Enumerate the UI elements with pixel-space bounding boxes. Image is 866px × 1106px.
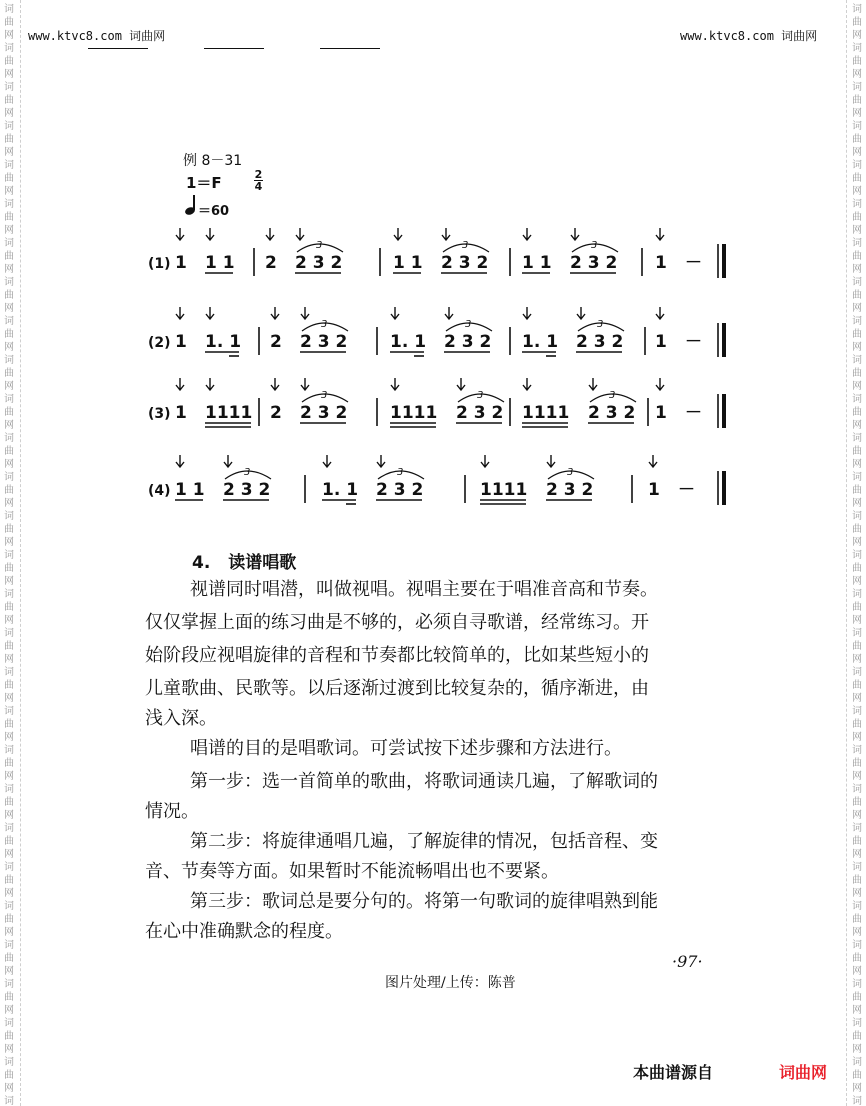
paragraph-line: 在心中准确默念的程度。 bbox=[145, 921, 343, 942]
watermark-glyph: 词 bbox=[852, 43, 862, 54]
watermark-glyph: 网 bbox=[4, 381, 14, 392]
watermark-glyph: 词 bbox=[4, 784, 14, 795]
note-group: － bbox=[678, 480, 695, 500]
watermark-glyph: 曲 bbox=[852, 446, 862, 457]
watermark-glyph: 曲 bbox=[852, 992, 862, 1003]
watermark-glyph: 网 bbox=[852, 69, 862, 80]
watermark-glyph: 曲 bbox=[4, 95, 14, 106]
beat-arrow-icon bbox=[176, 378, 184, 390]
note-group: 1 bbox=[655, 253, 667, 273]
watermark-glyph: 词 bbox=[4, 472, 14, 483]
watermark-glyph: 词 bbox=[4, 394, 14, 405]
beat-arrow-icon bbox=[296, 228, 304, 240]
watermark-glyph: 网 bbox=[852, 615, 862, 626]
note-group: 1. 1 bbox=[390, 332, 427, 352]
paragraph-line: 唱谱的目的是唱歌词。可尝试按下述步骤和方法进行。 bbox=[190, 738, 622, 759]
note-group: 2 3 2 bbox=[588, 403, 636, 423]
watermark-glyph: 曲 bbox=[4, 17, 14, 28]
watermark-glyph: 网 bbox=[4, 771, 14, 782]
header-watermark-left: www.ktvc8.com 词曲网 bbox=[28, 29, 166, 43]
beat-arrow-icon bbox=[206, 228, 214, 240]
beat-arrow-icon bbox=[577, 307, 585, 319]
beat-arrow-icon bbox=[571, 228, 579, 240]
note-group: 1 1 bbox=[175, 480, 205, 500]
watermark-glyph: 词 bbox=[852, 940, 862, 951]
watermark-glyph: 词 bbox=[852, 862, 862, 873]
watermark-glyph: 词 bbox=[852, 433, 862, 444]
watermark-glyph: 网 bbox=[852, 264, 862, 275]
note-group: 2 3 2 bbox=[441, 253, 489, 273]
beat-arrow-icon bbox=[391, 378, 399, 390]
watermark-glyph: 网 bbox=[4, 810, 14, 821]
watermark-glyph: 网 bbox=[4, 654, 14, 665]
watermark-glyph: 词 bbox=[4, 628, 14, 639]
section-title: 读谱唱歌 bbox=[228, 553, 297, 573]
watermark-glyph: 词 bbox=[852, 277, 862, 288]
watermark-glyph: 词 bbox=[4, 511, 14, 522]
watermark-glyph: 曲 bbox=[852, 524, 862, 535]
watermark-glyph: 网 bbox=[852, 732, 862, 743]
watermark-glyph: 词 bbox=[852, 4, 862, 15]
beat-arrow-icon bbox=[656, 307, 664, 319]
triplet-number: 3 bbox=[316, 240, 323, 251]
paragraph-line: 第二步：将旋律通唱几遍，了解旋律的情况，包括音程、变 bbox=[190, 831, 658, 852]
watermark-glyph: 网 bbox=[852, 810, 862, 821]
watermark-glyph: 词 bbox=[4, 979, 14, 990]
watermark-glyph: 词 bbox=[852, 121, 862, 132]
triplet-number: 3 bbox=[321, 319, 328, 330]
watermark-glyph: 曲 bbox=[4, 485, 14, 496]
watermark-glyph: 曲 bbox=[852, 1070, 862, 1081]
section-heading bbox=[192, 548, 296, 573]
watermark-glyph: 网 bbox=[4, 927, 14, 938]
watermark-glyph: 网 bbox=[4, 69, 14, 80]
note-group: 2 bbox=[265, 253, 277, 273]
watermark-glyph: 网 bbox=[852, 147, 862, 158]
watermark-glyph: 曲 bbox=[852, 563, 862, 574]
triplet-number: 3 bbox=[465, 319, 472, 330]
watermark-glyph: 词 bbox=[4, 43, 14, 54]
watermark-glyph: 曲 bbox=[852, 17, 862, 28]
watermark-glyph: 曲 bbox=[852, 212, 862, 223]
watermark-glyph: 网 bbox=[852, 30, 862, 41]
watermark-glyph: 曲 bbox=[4, 329, 14, 340]
watermark-glyph: 词 bbox=[4, 238, 14, 249]
note-group: 2 bbox=[270, 332, 282, 352]
watermark-glyph: 曲 bbox=[852, 680, 862, 691]
row-label: (2) bbox=[148, 335, 171, 351]
triplet-number: 3 bbox=[462, 240, 469, 251]
watermark-glyph: 曲 bbox=[4, 992, 14, 1003]
watermark-glyph: 词 bbox=[852, 979, 862, 990]
watermark-glyph: 曲 bbox=[852, 914, 862, 925]
watermark-glyph: 网 bbox=[4, 303, 14, 314]
watermark-glyph: 网 bbox=[852, 966, 862, 977]
note-group: 1 bbox=[655, 403, 667, 423]
watermark-glyph: 曲 bbox=[852, 134, 862, 145]
watermark-glyph: 网 bbox=[4, 1005, 14, 1016]
watermark-glyph: 网 bbox=[852, 342, 862, 353]
watermark-glyph: 曲 bbox=[852, 95, 862, 106]
watermark-glyph: 曲 bbox=[4, 56, 14, 67]
watermark-glyph: 网 bbox=[4, 264, 14, 275]
beat-arrow-icon bbox=[301, 307, 309, 319]
watermark-glyph: 网 bbox=[4, 147, 14, 158]
watermark-glyph: 曲 bbox=[852, 56, 862, 67]
triplet-number: 3 bbox=[591, 240, 598, 251]
watermark-glyph: 网 bbox=[4, 693, 14, 704]
beat-arrow-icon bbox=[206, 378, 214, 390]
note-group: 1. 1 bbox=[522, 332, 559, 352]
paragraph-line: 第三步：歌词总是要分句的。将第一句歌词的旋律唱熟到能 bbox=[190, 891, 658, 912]
watermark-glyph: 网 bbox=[852, 1005, 862, 1016]
watermark-glyph: 词 bbox=[852, 238, 862, 249]
time-signature-top: 2 bbox=[254, 168, 263, 181]
watermark-glyph: 网 bbox=[4, 537, 14, 548]
beat-arrow-icon bbox=[323, 455, 331, 467]
paragraph-line: 始阶段应视唱旋律的音程和节奏都比较简单的，比如某些短小的 bbox=[145, 645, 649, 666]
watermark-glyph: 词 bbox=[852, 199, 862, 210]
triplet-number: 3 bbox=[567, 467, 574, 478]
watermark-glyph: 词 bbox=[852, 1057, 862, 1068]
beat-arrow-icon bbox=[589, 378, 597, 390]
paragraph-line: 仅仅掌握上面的练习曲是不够的，必须自寻歌谱，经常练习。开 bbox=[145, 612, 649, 633]
note-group: 1 bbox=[175, 403, 187, 423]
watermark-glyph: 曲 bbox=[4, 134, 14, 145]
watermark-glyph: 网 bbox=[4, 966, 14, 977]
watermark-glyph: 词 bbox=[852, 901, 862, 912]
beat-arrow-icon bbox=[457, 378, 465, 390]
watermark-glyph: 网 bbox=[852, 420, 862, 431]
watermark-glyph: 曲 bbox=[4, 797, 14, 808]
watermark-glyph: 网 bbox=[4, 1083, 14, 1094]
watermark-glyph: 网 bbox=[4, 342, 14, 353]
note-group: 1 1 bbox=[522, 253, 552, 273]
watermark-glyph: 网 bbox=[4, 30, 14, 41]
note-group: 2 3 2 bbox=[456, 403, 504, 423]
watermark-glyph: 词 bbox=[852, 667, 862, 678]
triplet-number: 3 bbox=[609, 390, 616, 401]
beat-arrow-icon bbox=[176, 228, 184, 240]
watermark-glyph: 曲 bbox=[4, 446, 14, 457]
watermark-glyph: 网 bbox=[852, 654, 862, 665]
watermark-glyph: 词 bbox=[852, 1096, 862, 1106]
watermark-glyph: 网 bbox=[4, 459, 14, 470]
watermark-glyph: 词 bbox=[852, 628, 862, 639]
beat-arrow-icon bbox=[176, 455, 184, 467]
watermark-glyph: 词 bbox=[852, 823, 862, 834]
watermark-glyph: 曲 bbox=[852, 758, 862, 769]
watermark-glyph: 词 bbox=[852, 316, 862, 327]
watermark-glyph: 网 bbox=[852, 498, 862, 509]
watermark-glyph: 网 bbox=[852, 459, 862, 470]
watermark-glyph: 曲 bbox=[852, 1031, 862, 1042]
note-group: 2 3 2 bbox=[444, 332, 492, 352]
watermark-glyph: 词 bbox=[852, 82, 862, 93]
watermark-glyph: 词 bbox=[852, 394, 862, 405]
watermark-glyph: 曲 bbox=[4, 641, 14, 652]
watermark-glyph: 词 bbox=[4, 745, 14, 756]
note-group: 1 1 bbox=[393, 253, 423, 273]
watermark-glyph: 曲 bbox=[4, 758, 14, 769]
note-group: 1 bbox=[175, 332, 187, 352]
watermark-glyph: 词 bbox=[4, 823, 14, 834]
watermark-glyph: 曲 bbox=[852, 290, 862, 301]
watermark-glyph: 词 bbox=[852, 511, 862, 522]
watermark-glyph: 词 bbox=[4, 433, 14, 444]
watermark-glyph: 网 bbox=[4, 615, 14, 626]
upload-credit: 图片处理/上传：陈普 bbox=[385, 975, 516, 991]
watermark-glyph: 曲 bbox=[4, 914, 14, 925]
watermark-glyph: 网 bbox=[4, 420, 14, 431]
watermark-glyph: 网 bbox=[852, 303, 862, 314]
watermark-glyph: 词 bbox=[852, 160, 862, 171]
watermark-glyph: 曲 bbox=[4, 407, 14, 418]
watermark-glyph: 曲 bbox=[4, 212, 14, 223]
watermark-glyph: 词 bbox=[4, 550, 14, 561]
note-group: 1 bbox=[655, 332, 667, 352]
watermark-glyph: 词 bbox=[4, 589, 14, 600]
watermark-glyph: 网 bbox=[852, 225, 862, 236]
beat-arrow-icon bbox=[523, 378, 531, 390]
watermark-glyph: 曲 bbox=[4, 836, 14, 847]
beat-arrow-icon bbox=[176, 307, 184, 319]
watermark-glyph: 词 bbox=[4, 160, 14, 171]
note-group: 1 bbox=[648, 480, 660, 500]
watermark-glyph: 曲 bbox=[852, 719, 862, 730]
watermark-glyph: 网 bbox=[4, 186, 14, 197]
watermark-glyph: 词 bbox=[852, 784, 862, 795]
time-signature-bottom: 4 bbox=[254, 180, 263, 193]
watermark-glyph: 网 bbox=[4, 576, 14, 587]
note-group: 2 3 2 bbox=[300, 332, 348, 352]
watermark-glyph: 网 bbox=[852, 108, 862, 119]
triplet-number: 3 bbox=[244, 467, 251, 478]
note-group: 1. 1 bbox=[205, 332, 242, 352]
watermark-glyph: 曲 bbox=[852, 602, 862, 613]
watermark-glyph: 网 bbox=[852, 1083, 862, 1094]
beat-arrow-icon bbox=[442, 228, 450, 240]
watermark-glyph: 网 bbox=[852, 888, 862, 899]
row-label: (1) bbox=[148, 256, 171, 272]
note-group: 1. 1 bbox=[322, 480, 359, 500]
note-group: 2 3 2 bbox=[570, 253, 618, 273]
paragraph-line: 情况。 bbox=[145, 801, 199, 822]
watermark-glyph: 曲 bbox=[852, 251, 862, 262]
note-group: 2 bbox=[270, 403, 282, 423]
watermark-glyph: 曲 bbox=[852, 641, 862, 652]
watermark-glyph: 网 bbox=[852, 537, 862, 548]
note-group: 2 3 2 bbox=[295, 253, 343, 273]
watermark-glyph: 网 bbox=[4, 849, 14, 860]
row-label: (4) bbox=[148, 483, 171, 499]
section-number: 4. bbox=[192, 553, 211, 573]
beat-arrow-icon bbox=[523, 228, 531, 240]
note-group: － bbox=[685, 332, 702, 352]
note-group: 2 3 2 bbox=[376, 480, 424, 500]
triplet-number: 3 bbox=[477, 390, 484, 401]
watermark-glyph: 网 bbox=[4, 888, 14, 899]
watermark-glyph: 网 bbox=[4, 732, 14, 743]
watermark-glyph: 曲 bbox=[4, 173, 14, 184]
note-group: 1111 bbox=[480, 480, 528, 500]
page-number: ·97· bbox=[672, 952, 703, 971]
note-group: 2 3 2 bbox=[576, 332, 624, 352]
watermark-glyph: 词 bbox=[4, 121, 14, 132]
watermark-glyph: 词 bbox=[4, 1018, 14, 1029]
note-group: 2 3 2 bbox=[546, 480, 594, 500]
tempo-marking: ＝60 bbox=[198, 204, 230, 219]
watermark-glyph: 网 bbox=[852, 1044, 862, 1055]
watermark-glyph: 词 bbox=[4, 706, 14, 717]
watermark-glyph: 曲 bbox=[852, 836, 862, 847]
watermark-glyph: 曲 bbox=[4, 1070, 14, 1081]
beat-arrow-icon bbox=[649, 455, 657, 467]
beat-arrow-icon bbox=[445, 307, 453, 319]
beat-arrow-icon bbox=[481, 455, 489, 467]
watermark-glyph: 曲 bbox=[852, 368, 862, 379]
triplet-number: 3 bbox=[397, 467, 404, 478]
beat-arrow-icon bbox=[206, 307, 214, 319]
watermark-glyph: 曲 bbox=[4, 953, 14, 964]
watermark-glyph: 曲 bbox=[4, 1031, 14, 1042]
watermark-glyph: 词 bbox=[4, 940, 14, 951]
watermark-glyph: 网 bbox=[4, 1044, 14, 1055]
watermark-glyph: 词 bbox=[852, 1018, 862, 1029]
watermark-glyph: 曲 bbox=[4, 602, 14, 613]
watermark-glyph: 曲 bbox=[852, 407, 862, 418]
watermark-glyph: 词 bbox=[852, 355, 862, 366]
watermark-glyph: 网 bbox=[852, 771, 862, 782]
triplet-number: 3 bbox=[321, 390, 328, 401]
watermark-glyph: 曲 bbox=[852, 485, 862, 496]
beat-arrow-icon bbox=[224, 455, 232, 467]
note-group: 2 3 2 bbox=[300, 403, 348, 423]
beat-arrow-icon bbox=[266, 228, 274, 240]
row-label: (3) bbox=[148, 406, 171, 422]
watermark-glyph: 词 bbox=[4, 901, 14, 912]
beat-arrow-icon bbox=[656, 228, 664, 240]
beat-arrow-icon bbox=[547, 455, 555, 467]
paragraph-line: 儿童歌曲、民歌等。以后逐渐过渡到比较复杂的，循序渐进，由 bbox=[145, 678, 649, 699]
watermark-glyph: 词 bbox=[4, 82, 14, 93]
watermark-glyph: 词 bbox=[4, 1057, 14, 1068]
beat-arrow-icon bbox=[394, 228, 402, 240]
watermark-glyph: 词 bbox=[852, 550, 862, 561]
beat-arrow-icon bbox=[523, 307, 531, 319]
example-label: 例 8－31 bbox=[183, 153, 243, 169]
watermark-glyph: 曲 bbox=[852, 173, 862, 184]
watermark-glyph: 曲 bbox=[4, 563, 14, 574]
watermark-glyph: 网 bbox=[852, 927, 862, 938]
jianpu-score bbox=[0, 0, 866, 540]
watermark-glyph: 词 bbox=[4, 277, 14, 288]
watermark-glyph: 曲 bbox=[4, 719, 14, 730]
watermark-glyph: 词 bbox=[4, 199, 14, 210]
watermark-glyph: 词 bbox=[852, 745, 862, 756]
triplet-number: 3 bbox=[597, 319, 604, 330]
watermark-glyph: 词 bbox=[852, 589, 862, 600]
header-watermark-right: www.ktvc8.com 词曲网 bbox=[680, 29, 818, 43]
watermark-glyph: 曲 bbox=[4, 251, 14, 262]
key-signature: 1＝F bbox=[186, 174, 222, 192]
paragraph-line: 音、节奏等方面。如果暂时不能流畅唱出也不要紧。 bbox=[145, 861, 559, 882]
note-group: 1 bbox=[175, 253, 187, 273]
source-brand: 词曲网 bbox=[779, 1063, 828, 1082]
watermark-glyph: 网 bbox=[852, 381, 862, 392]
watermark-glyph: 网 bbox=[4, 225, 14, 236]
beat-arrow-icon bbox=[377, 455, 385, 467]
beat-arrow-icon bbox=[301, 378, 309, 390]
watermark-glyph: 词 bbox=[4, 667, 14, 678]
watermark-glyph: 网 bbox=[852, 576, 862, 587]
note-group: 1111 bbox=[522, 403, 570, 423]
paragraph-line: 第一步：选一首简单的歌曲，将歌词通读几遍，了解歌词的 bbox=[190, 771, 658, 792]
beat-arrow-icon bbox=[271, 378, 279, 390]
paragraph-line: 浅入深。 bbox=[145, 708, 217, 729]
watermark-glyph: 曲 bbox=[852, 329, 862, 340]
beat-arrow-icon bbox=[656, 378, 664, 390]
watermark-glyph: 曲 bbox=[852, 875, 862, 886]
watermark-glyph: 网 bbox=[4, 108, 14, 119]
note-group: 1111 bbox=[390, 403, 438, 423]
note-group: － bbox=[685, 253, 702, 273]
watermark-glyph: 词 bbox=[4, 1096, 14, 1106]
paragraph-line: 视谱同时唱潜，叫做视唱。视唱主要在于唱准音高和节奏。 bbox=[190, 579, 658, 600]
watermark-glyph: 曲 bbox=[852, 953, 862, 964]
source-label: 本曲谱源自 bbox=[633, 1063, 714, 1082]
watermark-glyph: 曲 bbox=[4, 524, 14, 535]
note-group: 2 3 2 bbox=[223, 480, 271, 500]
watermark-glyph: 网 bbox=[852, 693, 862, 704]
beat-arrow-icon bbox=[271, 307, 279, 319]
watermark-glyph: 曲 bbox=[852, 797, 862, 808]
watermark-glyph: 词 bbox=[4, 316, 14, 327]
watermark-glyph: 曲 bbox=[4, 875, 14, 886]
watermark-glyph: 词 bbox=[4, 355, 14, 366]
note-group: 1111 bbox=[205, 403, 253, 423]
watermark-glyph: 网 bbox=[852, 849, 862, 860]
watermark-glyph: 词 bbox=[852, 706, 862, 717]
watermark-glyph: 曲 bbox=[4, 680, 14, 691]
watermark-glyph: 网 bbox=[4, 498, 14, 509]
watermark-glyph: 曲 bbox=[4, 368, 14, 379]
watermark-glyph: 曲 bbox=[4, 290, 14, 301]
watermark-glyph: 词 bbox=[852, 472, 862, 483]
watermark-glyph: 词 bbox=[4, 4, 14, 15]
beat-arrow-icon bbox=[391, 307, 399, 319]
note-group: 1 1 bbox=[205, 253, 235, 273]
watermark-glyph: 网 bbox=[852, 186, 862, 197]
note-group: － bbox=[685, 403, 702, 423]
watermark-glyph: 词 bbox=[4, 862, 14, 873]
